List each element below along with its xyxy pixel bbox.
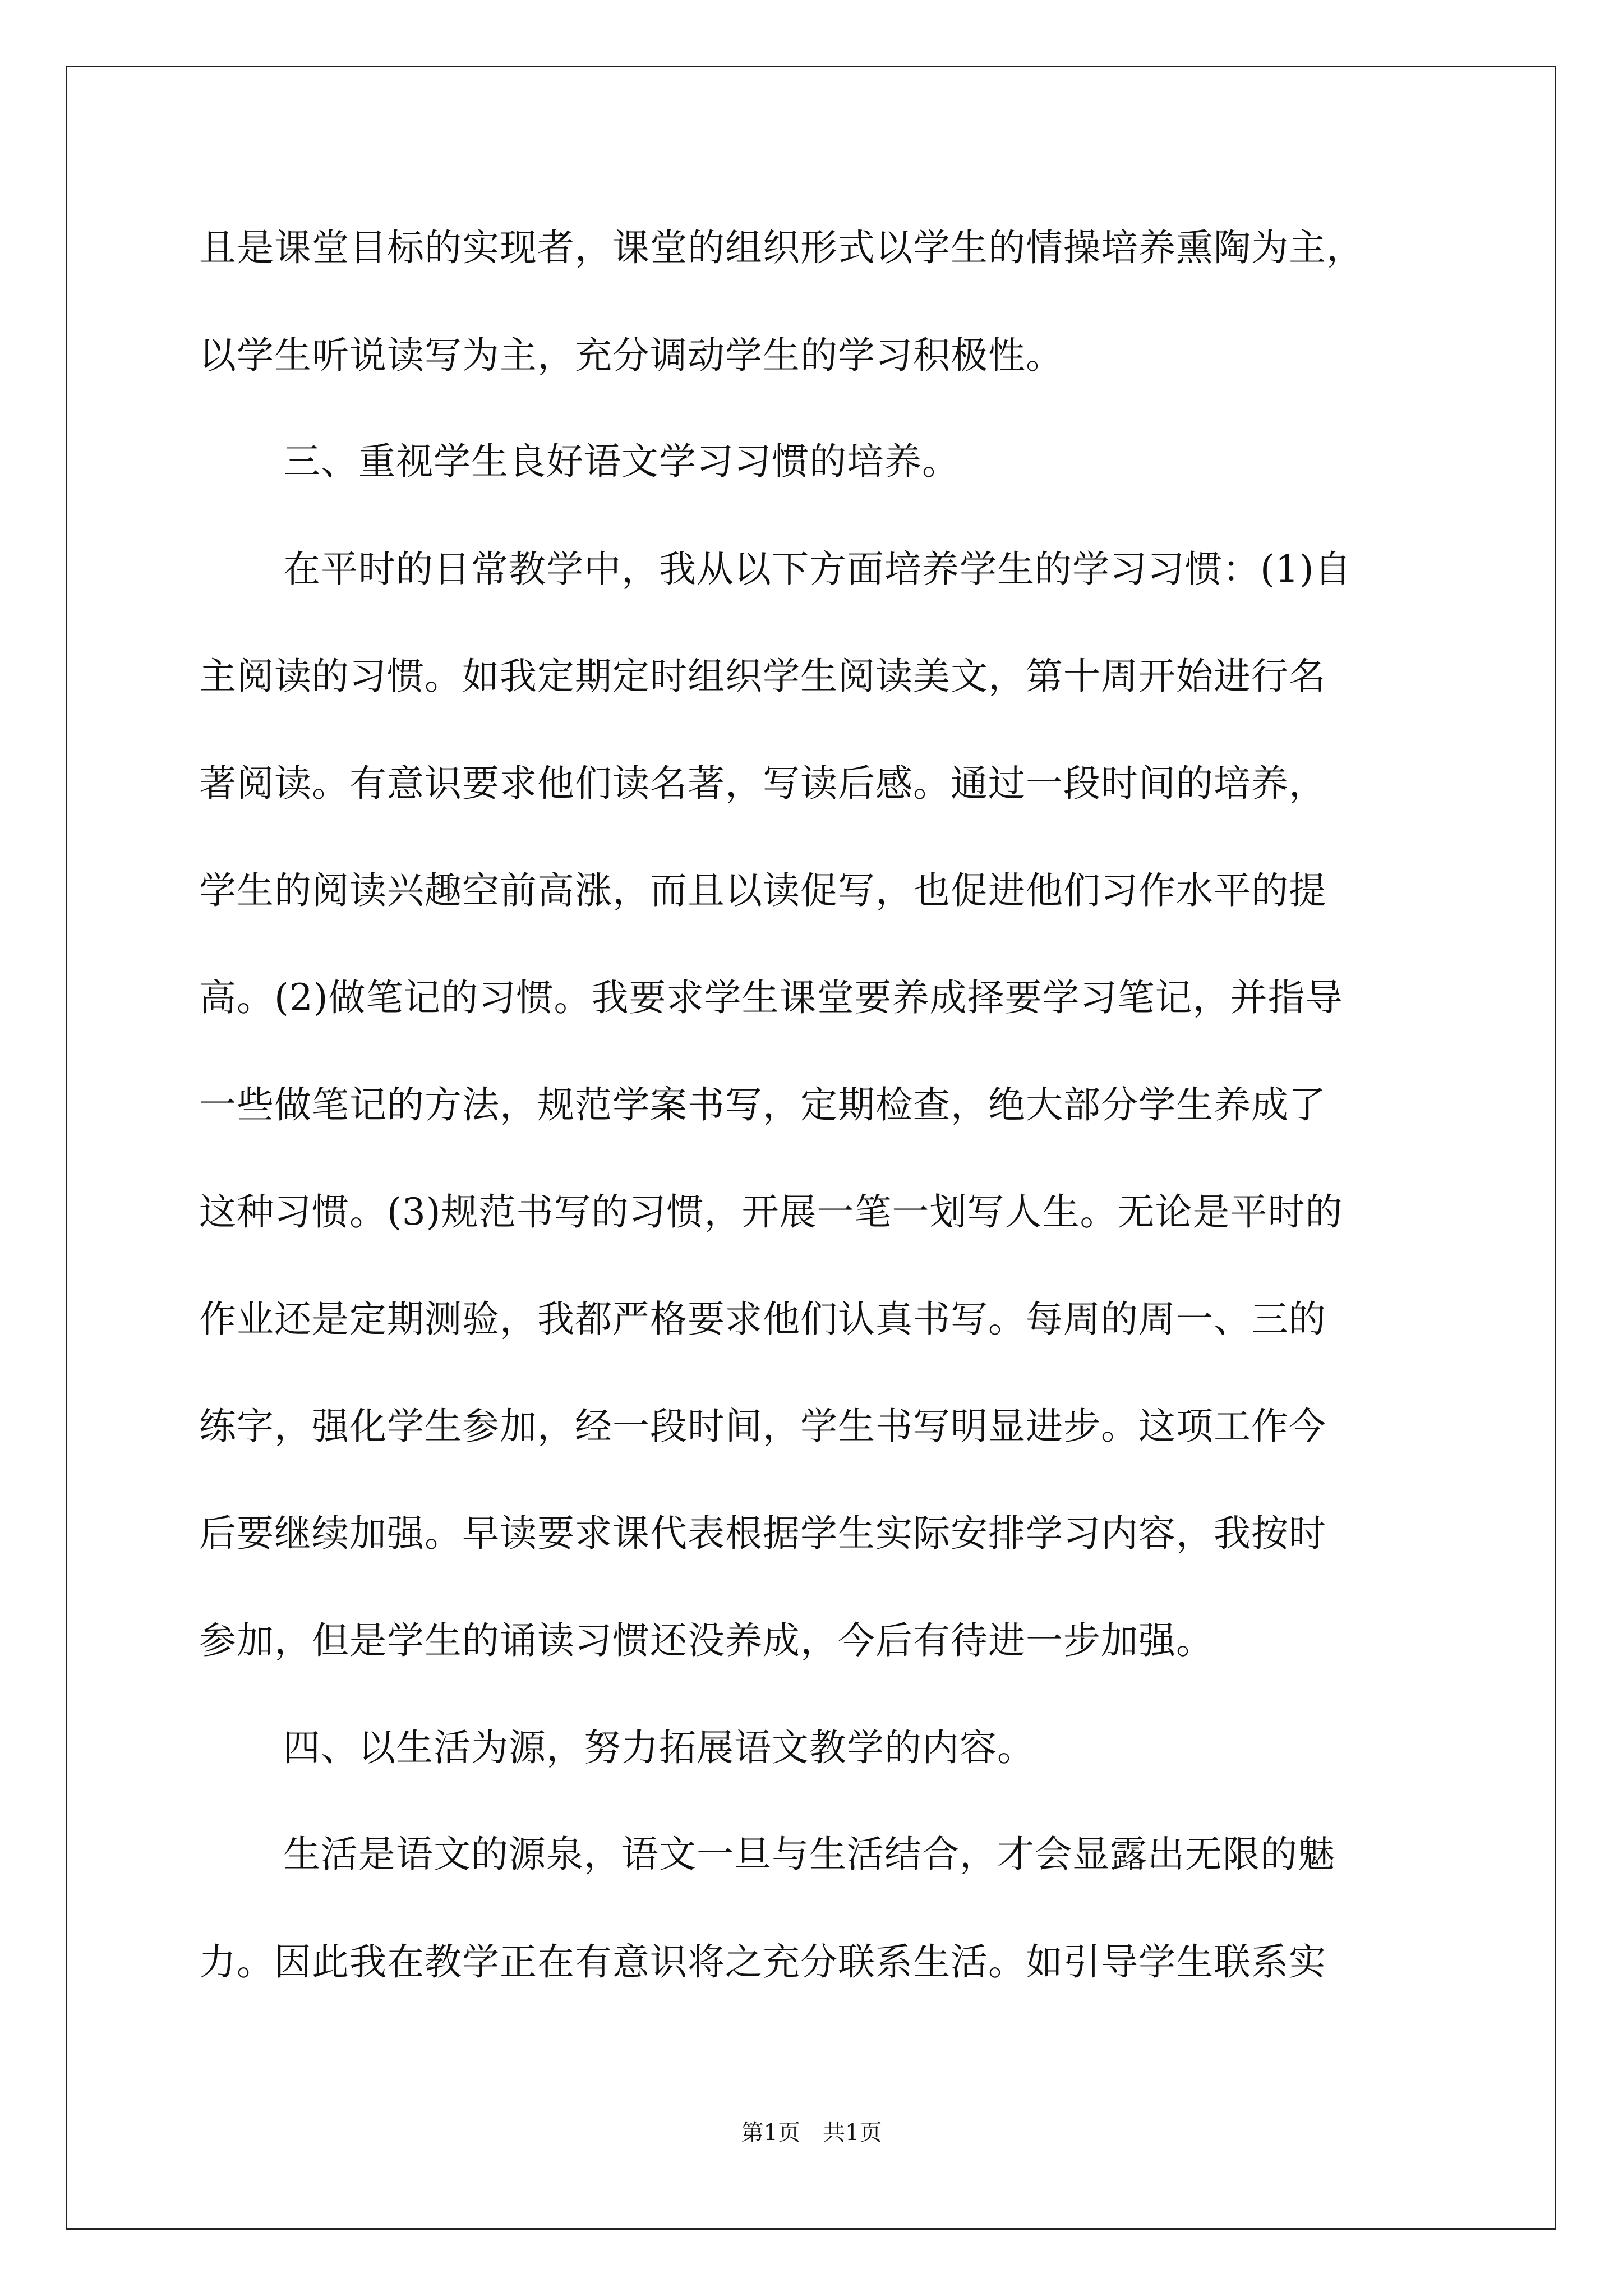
paragraph-first-line: 在平时的日常教学中，我从以下方面培养学生的学习习惯：(1)自	[283, 547, 1352, 591]
text-line: 高。(2)做笔记的习惯。我要求学生课堂要养成择要学习笔记，并指导	[199, 976, 1343, 1019]
text-line: 学生的阅读兴趣空前高涨，而且以读促写，也促进他们习作水平的提	[199, 869, 1326, 912]
paragraph-first-line: 生活是语文的源泉，语文一旦与生活结合，才会显露出无限的魅	[283, 1833, 1335, 1876]
text-line: 后要继续加强。早读要求课代表根据学生实际安排学习内容，我按时	[199, 1512, 1326, 1555]
text-line: 以学生听说读写为主，充分调动学生的学习积极性。	[199, 334, 1063, 377]
section-heading: 三、重视学生良好语文学习习惯的培养。	[283, 440, 960, 483]
text-line: 且是课堂目标的实现者，课堂的组织形式以学生的情操培养熏陶为主，	[199, 226, 1364, 269]
section-heading: 四、以生活为源，努力拓展语文教学的内容。	[283, 1726, 1035, 1769]
page-border	[66, 66, 1556, 2230]
text-line: 参加，但是学生的诵读习惯还没养成，今后有待进一步加强。	[199, 1619, 1214, 1662]
text-line: 这种习惯。(3)规范书写的习惯，开展一笔一划写人生。无论是平时的	[199, 1190, 1343, 1234]
text-line: 一些做笔记的方法，规范学案书写，定期检查，绝大部分学生养成了	[199, 1083, 1326, 1126]
text-line: 主阅读的习惯。如我定期定时组织学生阅读美文，第十周开始进行名	[199, 655, 1326, 698]
text-line: 著阅读。有意识要求他们读名著，写读后感。通过一段时间的培养，	[199, 762, 1326, 805]
text-line: 作业还是定期测验，我都严格要求他们认真书写。每周的周一、三的	[199, 1297, 1326, 1341]
text-line: 力。因此我在教学正在有意识将之充分联系生活。如引导学生联系实	[199, 1940, 1326, 1984]
page-number-footer: 第1页 共1页	[741, 2120, 882, 2146]
text-line: 练字，强化学生参加，经一段时间，学生书写明显进步。这项工作今	[199, 1405, 1326, 1448]
